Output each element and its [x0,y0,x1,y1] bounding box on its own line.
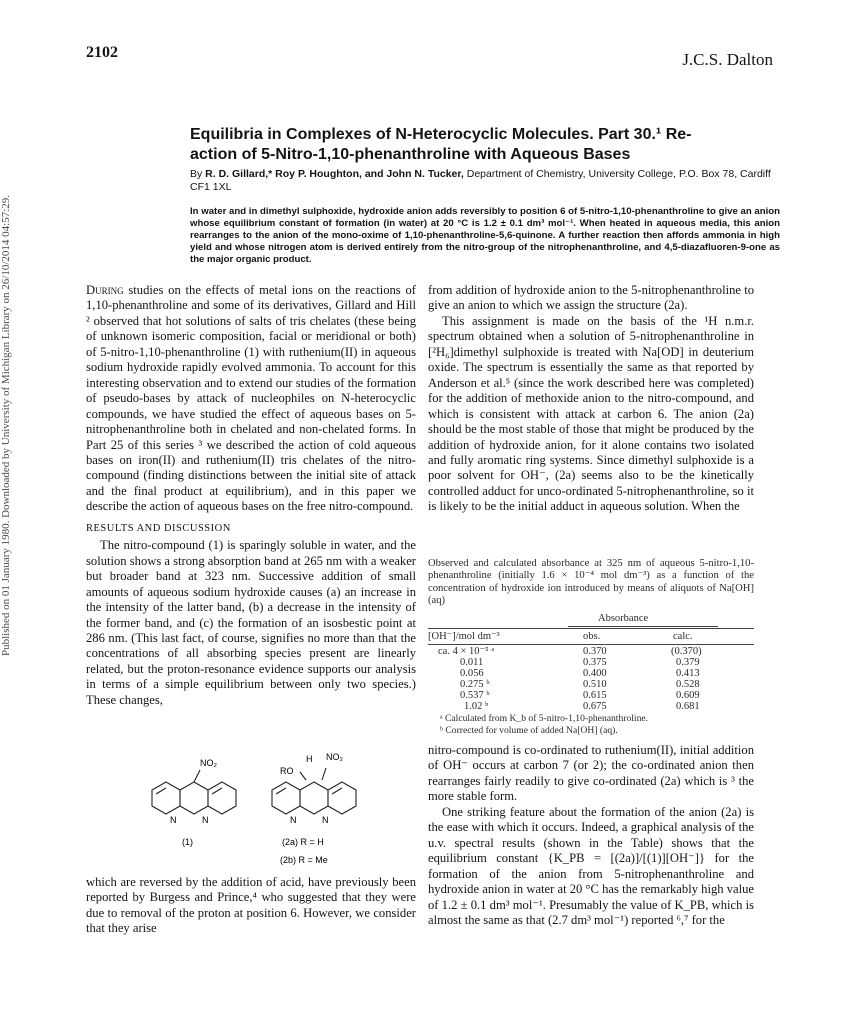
structure-1-n-right: N [202,815,209,825]
table-caption: Observed and calculated absorbance at 325 nm of aqueous 5-nitro-1,10-phenanthroline (initially 1.6 × 10⁻⁴ mol dm⁻³) as a function of the concentration of hydroxide ion introduced by means of aliquots of Na[OH] (aq) [428,558,754,607]
structure-2-ro: RO [280,766,294,776]
affiliation: Department of Chemistry, University College, P.O. Box 78, Cardiff CF1 1XL [190,168,771,193]
col-header-calc: calc. [673,631,693,642]
title-line-1: Equilibria in Complexes of N-Heterocyclic Molecules. Part 30.¹ Re- [190,126,692,143]
intro-text: studies on the effects of metal ions on the reactions of 1,10-phenanthroline and some of its derivatives, Gillard and Hill ² observed that hot solutions of salts of tris chelates (these being of unknown isomeric composition, facial or meridional or both) of 5-nitro-1,10-phenanthroline (1) with ruthenium(II) in aqueous sodium hydroxide rapidly evolved ammonia. To account for this interesting observation and to extend our studies of the formation of pseudo-bases by attack of nucleophiles on N-heterocyclic compounds, we have studied the effect of aqueous bases on 5-nitrophenanthroline both in chelated and non-chelated forms. In Part 25 of this series ³ we described the action of cold aqueous bases on iron(II) and ruthenium(II) tris chelates of the nitro-compound (finding distinctions between the initial site of attack and the final product at equilibrium), and in this paper we describe the action of aqueous bases on the free nitro-compound. [86,283,416,514]
page-number: 2102 [86,44,118,61]
structure-1-n-left: N [170,815,177,825]
right-paragraph-2: This assignment is made on the basis of the ¹H n.m.r. spectrum obtained when a solution of 5-nitrophenanthroline in [²H₆]dimethyl sulphoxide is treated with Na[OD] in deuterium oxide. The spectrum is essentially the same as that reported by Anderson et al.⁵ (since the work described here was completed) for the addition of methoxide anion to the nitro-compound, and which is consistent with attack at carbon 6. The anion (2a) should be the most stable of those that might be produced by the addition of hydroxide anion, for it alone contains two isolated and fully aromatic ring systems. Since dimethyl sulphoxide is a poor solvent for OH⁻, (2a) seems also to be the kinetically controlled adduct for unco-ordinated 5-nitrophenanthroline, so it is likely to be the initial adduct in aqueous solution. When the [428,313,754,514]
download-watermark: Published on 01 January 1980. Downloaded by University of Michigan Library on 26/10/2014 04:57:29. [0,194,12,656]
structure-1-no2: NO₂ [200,758,217,768]
chemical-structures [130,708,390,868]
table-cell-obs: 0.375 [583,657,607,668]
structure-2-h: H [306,754,313,764]
left-column-bottom [86,875,416,937]
intro-dropcap: During [86,283,124,297]
table-footnotes [440,713,760,736]
table-cell-calc: 0.413 [676,668,700,679]
journal-name: J.C.S. Dalton [682,50,773,69]
right-column-top [428,283,754,515]
table-cell-obs: 0.400 [583,668,607,679]
author-block [190,168,780,194]
right-paragraph-3: nitro-compound is co-ordinated to ruthenium(II), initial addition of OH⁻ occurs at carbon 7 (or 2); the co-ordinated anion then rearranges fairly readily to give co-ordinated (2a) which is ³ the more stable form. [428,743,754,804]
structure-1 [152,770,236,814]
table-cell-oh: 0.056 [460,668,484,679]
table-top-rule [428,628,754,629]
title-line-2: action of 5-Nitro-1,10-phenanthroline with Aqueous Bases [190,146,631,163]
table-cell-calc: 0.528 [676,679,700,690]
structure-2-n-right: N [322,815,329,825]
intro-paragraph [86,283,416,515]
authors-prefix: By [190,168,206,180]
right-column-bottom [428,743,754,928]
table-cell-calc: (0.370) [671,646,702,657]
table-cell-calc: 0.681 [676,701,700,712]
article-title [190,125,780,165]
structure-2-no2: NO₂ [326,752,343,762]
bottom-paragraph: which are reversed by the addition of acid, have previously been reported by Burgess and Prince,⁴ who suggested that they were due to removal of the proton at position 6. However, we consider that they arise [86,875,416,936]
right-paragraph-4: One striking feature about the formation of the anion (2a) is the ease with which it occurs. Indeed, a graphical analysis of the u.v. spectral results (shown in the Table) shows that the equilibrium constant {K_PB = [(2a)]/[(1)][OH⁻]} for the formation of the anion from 5-nitrophenanthroline and hydroxide anion in water at 20 °C has the remarkably high value of 1.2 ± 0.1 dm³ mol⁻¹. Presumably the value of K_PB, which is almost the same as that (2.7 dm³ mol⁻¹) reported ⁶,⁷ for the [428,804,754,927]
results-paragraph: The nitro-compound (1) is sparingly soluble in water, and the solution shows a strong absorption band at 265 nm with a weaker but broader band at 323 nm. Successive addition of small amounts of aqueous sodium hydroxide causes (a) an increase in the intensity of the latter band, (b) a decrease in the intensity of the former band, and (c) the formation of an isosbestic point at 286 nm. (This last fact, of course, signifies no more than that the concentrations of all absorbing species present are linearly related, but the proton-resonance evidence supports our analysis in terms of a simple equilibrium between only two species.) These changes, [86,538,416,707]
table-cell-obs: 0.510 [583,679,607,690]
footnote-b: ᵇ Corrected for volume of added Na[OH] (aq). [440,724,618,736]
label-1: (1) [182,837,193,847]
abstract: In water and in dimethyl sulphoxide, hydroxide anion adds reversibly to position 6 of 5-nitro-1,10-phenanthroline to give an anion whose equilibrium constant of formation (in water) at 20 °C is 1.2 ± 0.1 dm³ mol⁻¹. When heated in aqueous media, this anion rearranges to the anion of the mono-oxime of 1,10-phenanthroline-5,6-quinone. A further reaction then affords ammonia in high yield and whose nitrogen atom is derived entirely from the nitro-group of the nitrophenanthroline, and 4,5-diazafluoren-9-one as the major organic product. [190,206,780,265]
label-2a: (2a) R = H [282,837,324,847]
table-cell-oh: 1.02 ᵇ [464,701,489,712]
absorbance-rule [568,626,718,627]
table-cell-oh: ca. 4 × 10⁻⁵ ᵃ [438,646,495,657]
left-column [86,283,416,708]
table-row [428,701,754,713]
table-cell-calc: 0.379 [676,657,700,668]
col-header-obs: obs. [583,631,601,642]
table-cell-oh: 0.011 [460,657,484,668]
label-2b: (2b) R = Me [280,855,328,865]
col-header-oh: [OH⁻]/mol dm⁻³ [428,631,500,642]
author-names: R. D. Gillard,* Roy P. Houghton, and John N. Tucker, [205,168,464,180]
structure-2-n-left: N [290,815,297,825]
footnote-a: ᵃ Calculated from K_b of 5-nitro-1,10-phenanthroline. [440,713,649,724]
right-paragraph-1: from addition of hydroxide anion to the 5-nitrophenanthroline to give an anion to which we assign the structure (2a). [428,283,754,313]
section-heading: RESULTS AND DISCUSSION [86,522,231,534]
absorbance-header: Absorbance [598,613,649,624]
table-cell-obs: 0.370 [583,646,607,657]
table-cell-obs: 0.675 [583,701,607,712]
table-cell-calc: 0.609 [676,690,700,701]
table-cell-obs: 0.615 [583,690,607,701]
table-cell-oh: 0.275 ᵇ [460,679,490,690]
table-cell-oh: 0.537 ᵇ [460,690,490,701]
table-header-rule [428,644,754,645]
